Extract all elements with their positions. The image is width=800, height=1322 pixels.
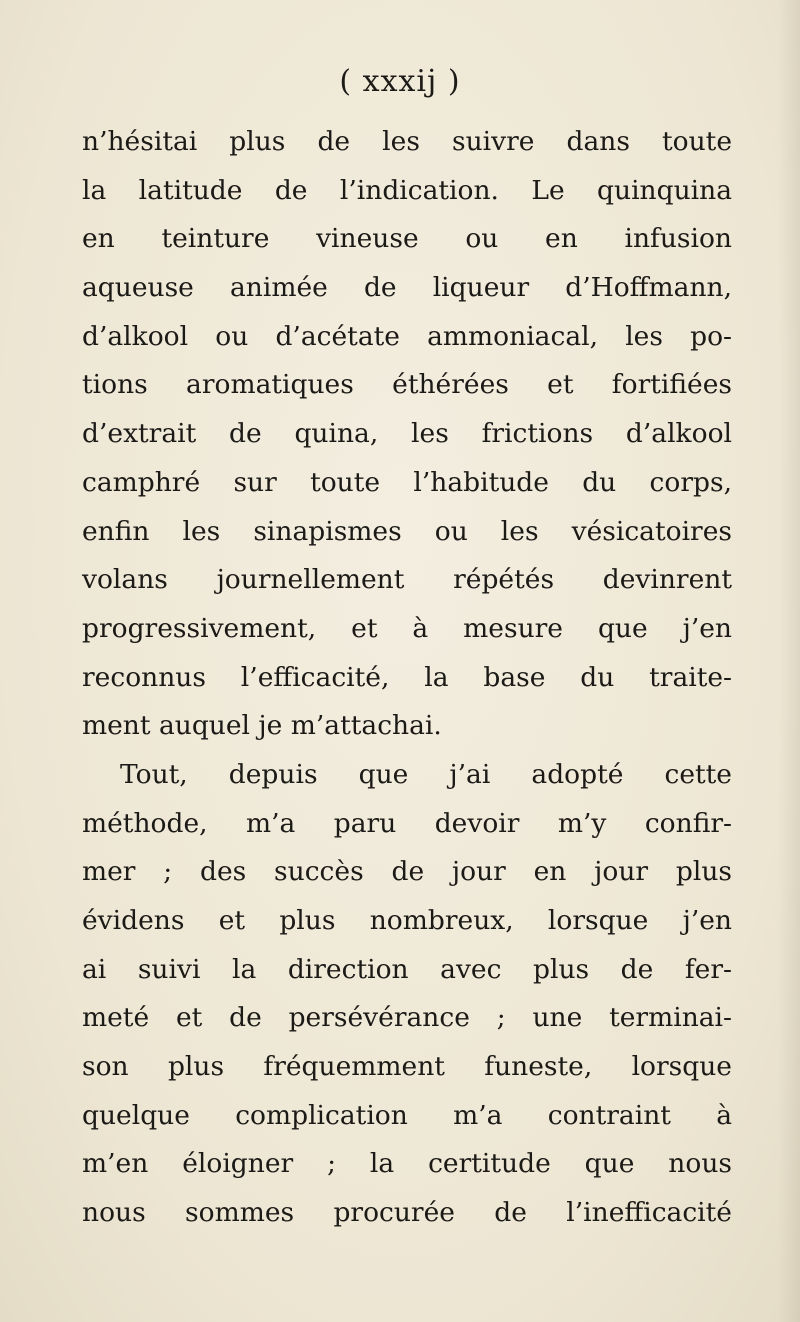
text-line: reconnus l’efficacité, la base du traite- [82,661,732,693]
text-line: quelque complication m’a contraint à [82,1099,732,1131]
page-header-roman-numeral: ( xxxij ) [339,64,461,99]
text-line: n’hésitai plus de les suivre dans toute [82,126,732,157]
text-line: évidens et plus nombreux, lorsque j’en [82,905,732,936]
text-line-paragraph-start: Tout, depuis que j’ai adopté cette [120,758,732,790]
text-line: méthode, m’a paru devoir m’y confir- [82,807,732,839]
text-line: meté et de persévérance ; une terminai- [82,1002,732,1034]
body-text [82,118,732,1238]
text-line: nous sommes procurée de l’inefficacité [82,1197,732,1229]
text-line: la latitude de l’indication. Le quinquina [82,174,732,206]
text-line: mer ; des succès de jour en jour plus [82,856,732,888]
text-line: enfin les sinapismes ou les vésicatoires [82,515,732,547]
text-line-paragraph-end: ment auquel je m’attachai. [82,710,442,742]
text-line: d’alkool ou d’acétate ammoniacal, les po- [82,320,732,352]
text-line: en teinture vineuse ou en infusion [82,223,732,255]
text-line: progressivement, et à mesure que j’en [82,612,732,644]
text-line: ai suivi la direction avec plus de fer- [82,953,732,985]
text-line: camphré sur toute l’habitude du corps, [82,466,732,498]
text-line: son plus fréquemment funeste, lorsque [82,1051,732,1083]
text-line: volans journellement répétés devinrent [82,564,732,596]
text-line: d’extrait de quina, les frictions d’alkool [82,418,732,450]
text-line: m’en éloigner ; la certitude que nous [82,1148,732,1180]
page-edge-shadow [778,0,800,1322]
text-line: aqueuse animée de liqueur d’Hoffmann, [82,272,732,304]
text-line: tions aromatiques éthérées et fortifiées [82,369,732,401]
